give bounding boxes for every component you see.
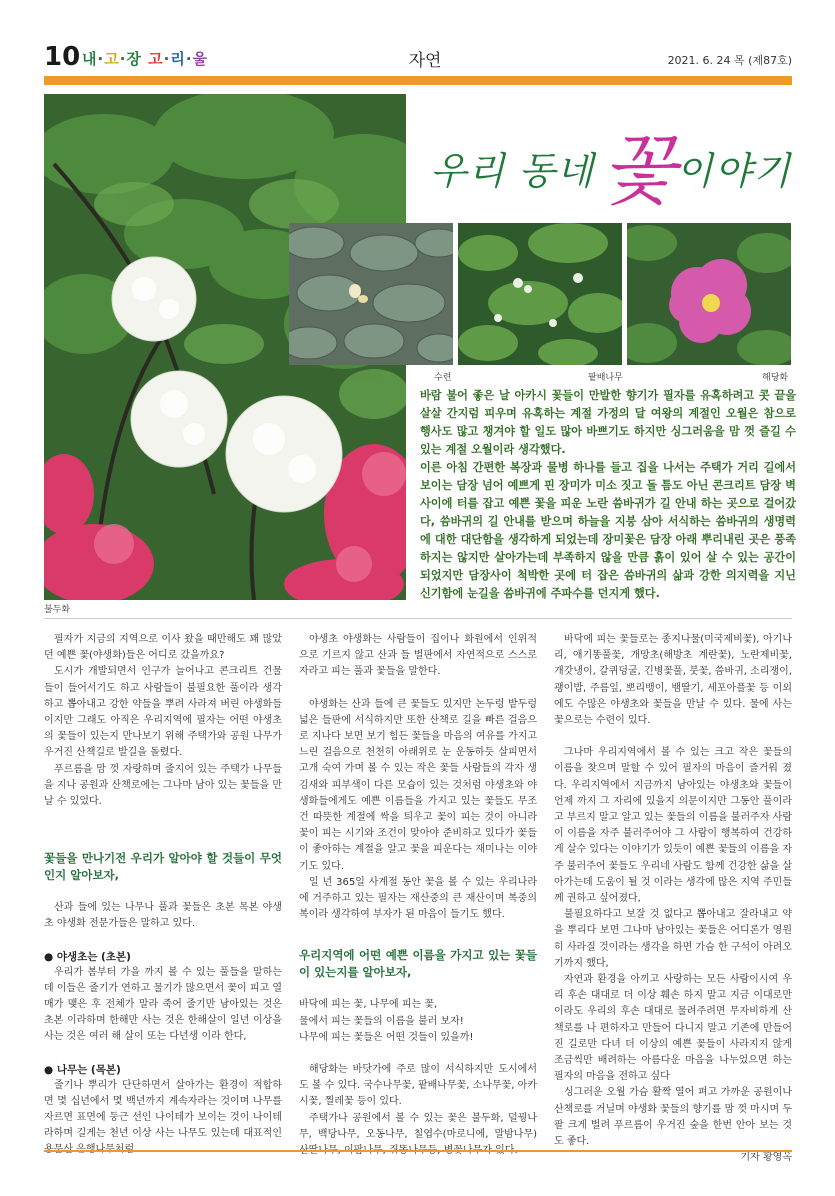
intro-text <box>420 387 796 603</box>
article-title <box>430 118 800 215</box>
paper-name-char: 고 <box>104 50 120 68</box>
title-part-story: 이야기 <box>676 149 793 193</box>
paper-name-char: · <box>119 50 127 68</box>
paragraph: 해당화는 바닷가에 주로 많이 서식하지만 도시에서도 볼 수 있다. 국수나무꽃, 팥배나무꽃, 소나무꽃, 아카시꽃, 찔레꽃 등이 있다. <box>299 1064 537 1108</box>
main-photo-caption: 불두화 <box>44 605 71 615</box>
paragraph: 주택가나 공원에서 볼 수 있는 꽃은 불두화, 덜꿩나무, 백당나무, 오동나무, 칠엽수(마로니에, 말밤나무) <box>299 1112 537 1140</box>
paragraph: 자연과 환경을 아끼고 사랑하는 모든 사람이시여 우리 후손 대대로 더 이상 훼손 하지 말고 지금 이대로만이라도 우리의 후손 대대로 물려주려면 무자비하게 산책로를 나 편하자고 만들어 다니지 말고 기존에 만들어진 길로만 다녀 더 이상의 예쁜 꽃들이 사라지지 않게 조금씩만 배려하는 아름다운 마음을 나누었으면 하는 필자의 마음을 전하고 싶다 <box>554 974 792 1083</box>
verse-line: 물에서 피는 꽃들의 이름을 불러 보자! <box>299 1015 464 1027</box>
title-part-our-neighborhood: 우리 동네 <box>430 149 594 193</box>
caption-water-lily: 수련 <box>434 373 452 383</box>
byline: 기자 황영옥 <box>740 1152 792 1164</box>
photo-beach-rose <box>627 223 791 365</box>
caption-korean-mountain-ash: 팥배나무 <box>588 373 623 383</box>
intro-paragraph: 이른 아침 간편한 복장과 물병 하나를 들고 집을 나서는 주택가 거리 길에서 보이는 담장 넘어 예쁘게 핀 장미가 미소 짓고 돌 틈도 아닌 콘크리트 담장 벽 사이에 터를 잡고 예쁜 꽃을 피운 노란 씀바귀가 길 안내 하는 곳으로 걸어갔다, 씀바귀의 길 안내를 받으며 하늘을 지붕 삼아 서식하는 씀바귀의 생명력에 대한 대단함을 생각하게 되었는데 장미꽃은 담장 아래 뿌리내린 곳은 풍족하지는 않지만 살아가는데 부족하지 않을 만큼 흙이 있어 살 수 있는 공간이 되었지만 담장사이 척박한 곳에 터 잡은 씀바귀의 삶과 강한 의지력을 지닌 신기함에 눈길을 씀바귀에 주파수를 던지게 했다. <box>420 461 796 600</box>
section-title: 자연 <box>408 51 442 71</box>
section-divider <box>44 618 792 619</box>
paragraph: 일 년 365일 사계절 동안 꽃을 볼 수 있는 우리나라에 거주하고 있는 필자는 재산중의 큰 재산이며 복중의 복이라 생각하여 부자가 된 마음이 들기도 했다. <box>299 876 537 921</box>
verse-line: 바닥에 피는 꽃, 나무에 피는 꽃, <box>299 999 438 1011</box>
subheading-herb: ● 야생초는 (초본) <box>44 950 131 963</box>
subheading-tree: ● 나무는 (목본) <box>44 1063 121 1076</box>
issue-dateline: 2021. 6. 24 목 (제87호) <box>667 54 792 67</box>
photo-korean-mountain-ash <box>458 223 622 365</box>
paper-name-char: 고 <box>148 50 164 68</box>
paragraph: 그나마 우리지역에서 볼 수 있는 크고 작은 꽃들의 이름을 찾으며 말할 수 있어 필자의 마음이 즐거워 졌다. 우리지역에서 지금까지 남아있는 야생초와 꽃들이 언제 까지 그 자리에 있을지 의문이지만 그동안 풀이라고 부르지 말고 알고 있는 꽃들의 이름을 불러주자 사람이 이름을 자주 불러주어야 그 사람이 행복하여 건강하게 살수 있다는 이야기가 있듯이 예쁜 꽃들의 이름을 자주 불러주어 꽃들도 우리네 사람도 함께 건강한 삶을 살아가는데 도움이 될 것 이라는 생각에 많은 지역 주민들께 권하고 싶어졌다, <box>554 747 792 905</box>
paper-name-char: 리 <box>170 50 186 68</box>
paragraph: 바닥에 피는 꽃들로는 종지나물(미국제비꽃), 아기나리, 애기똥풀꽃, 개망초(해방초 계란꽃), 노란제비꽃, 개갓냉이, 갈퀴덩굴, 긴병꽃풀, 붓꽃, 씀바귀, 소리쟁이, 괭이밥, 주름잎, 뽀리뱅이, 뱀딸기, 세포아플꽃 등 이외에도 수많은 야생초와 꽃들을 만날 수 있다. 물에 사는 꽃으로는 수련이 있다. <box>554 634 792 727</box>
paper-name-char: 울 <box>192 50 209 68</box>
paragraph: 싱그러운 오월 가슴 활짝 열어 펴고 가까운 공원이나 산책로를 거닐며 야생화 꽃들의 향기를 맘 껏 마시며 두 팔 크게 벌려 푸르름이 우거진 숲을 한번 안아 보는 것도 좋다. <box>554 1087 792 1148</box>
intro-paragraph: 바람 불어 좋은 날 아카시 꽃들이 만발한 향기가 필자를 유혹하려고 콧 끝을 살살 간지럼 피우며 유혹하는 계절 가정의 달 여왕의 계절인 오월은 참으로 행사도 많고 챙겨야 할 일도 많아 바쁘기도 하지만 싱그러움을 맘 껏 즐길 수 있는 계절 오월이라 생각했다. <box>420 389 796 456</box>
water-lily-image <box>289 223 453 365</box>
paragraph: 불필요하다고 보잘 것 없다고 뽑아내고 잘라내고 약을 뿌리다 보면 그나마 남아있는 꽃들은 어디론가 영원히 사라질 것이라는 생각을 하면 가슴 한 구석이 아려오기까지 했다, <box>554 909 792 969</box>
body-column-1 <box>44 632 282 1159</box>
paragraph: 우리가 봄부터 가을 까지 볼 수 있는 풀들을 말하는데 이들은 줄기가 연하고 물기가 많으면서 꽃이 피고 열매가 맺은 후 전체가 말라 죽어 줄기만 남아있는 것은 초본 이라하며 한해만 사는 것은 한해살이 일년 이상을 사는 것은 여러 해 살이 또는 다년생 이라 한다, <box>44 966 282 1043</box>
paragraph: 산과 들에 있는 나무나 풀과 꽃들은 초본 목본 야생초 야생화 전문가들은 말하고 있다. <box>44 902 282 930</box>
paragraph: 필자가 지금의 지역으로 이사 왔을 때만해도 꽤 많았던 예쁜 꽃(야생화)들은 어디로 갔을까요? <box>44 634 282 662</box>
paragraph: 야생화는 산과 들에 큰 꽃들도 있지만 논두렁 밭두렁 넓은 들판에 서식하지만 또한 산책로 길을 빠른 걸음으로 지나다 보면 보기 힘든 꽃들을 마음의 여유를 가지고 느린 걸음으로 천천히 아래위로 눈 운동하듯 살피면서 고개 숙여 가며 볼 수 있는 작은 꽃들 사람들의 각자 생김새와 피부색이 다른 모습이 있는 것처럼 야생초와 야생화들에게도 예쁜 이름들을 가지고 있는 꽃들도 무조건 따뜻한 계절에 싹을 틔우고 꽃이 피는 것이 아니라 꽃이 피는 시기와 조건이 맞아야 준비하고 있다가 꽃들이 좋아하는 계절을 알고 꽃을 피운다는 재미나는 이야기도 있다. <box>299 698 537 872</box>
paragraph: 푸르름을 맘 껏 자랑하며 줄지어 있는 주택가 나무들을 지나 공원과 산책로에는 그나마 남아 있는 꽃들을 만날 수 있었다. <box>44 763 282 808</box>
paper-name-char: · <box>97 50 105 68</box>
paragraph: 도시가 개발되면서 인구가 늘어나고 콘크리트 건물들이 들어서기도 하고 사람들이 불필요한 풀이라 생각하고 뽑아내고 강한 약들을 뿌려 사라져 버린 야생화들이지만 그래도 아직은 우리지역에 필자는 어떤 야생초의 꽃들이 있는지 만나보기 위해 주택가와 공원 나무가 우거진 산책길로 발길을 돌렸다. <box>44 666 282 759</box>
beach-rose-image <box>627 223 791 365</box>
newspaper-name <box>82 48 208 69</box>
paper-name-char: · <box>185 50 193 68</box>
title-part-flower: 꽃 <box>602 126 676 215</box>
page-header <box>44 40 792 74</box>
verse-line: 나무에 피는 꽃들은 어떤 것들이 있을까! <box>299 1031 474 1043</box>
paper-name-char: · <box>163 50 171 68</box>
mountain-ash-image <box>458 223 622 365</box>
body-column-2 <box>299 632 537 1159</box>
paper-name-char: 내 <box>82 50 98 68</box>
header-rule <box>44 76 792 85</box>
caption-beach-rose: 해당화 <box>762 373 789 383</box>
paper-name-char: 장 <box>126 50 142 68</box>
photo-water-lily <box>289 223 453 365</box>
paragraph: 야생초 야생화는 사람들이 집이나 화원에서 인위적으로 기르지 않고 산과 들 벌판에서 자연적으로 스스로 자라고 피는 풀과 꽃들을 말한다. <box>299 634 537 678</box>
subheading: 꽃들을 만나기전 우리가 알아야 할 것들이 무엇인지 알아보자, <box>44 851 282 883</box>
paragraph: 줄기나 뿌리가 단단하면서 살아가는 환경이 적합하면 몇 십년에서 몇 백년까지 계속자라는 것이며 나무를 자르면 표면에 둥근 선인 나이테가 보이는 것이 나이테 라하며 길게는 천년 이상 사는 나무도 있는데 대표적인 <box>44 1079 282 1140</box>
subheading: 우리지역에 어떤 예쁜 이름을 가지고 있는 꽃들이 있는지를 알아보자, <box>299 948 537 980</box>
footer-rule <box>44 1150 792 1152</box>
page-number: 10 <box>44 42 81 72</box>
body-column-3 <box>554 632 792 1167</box>
